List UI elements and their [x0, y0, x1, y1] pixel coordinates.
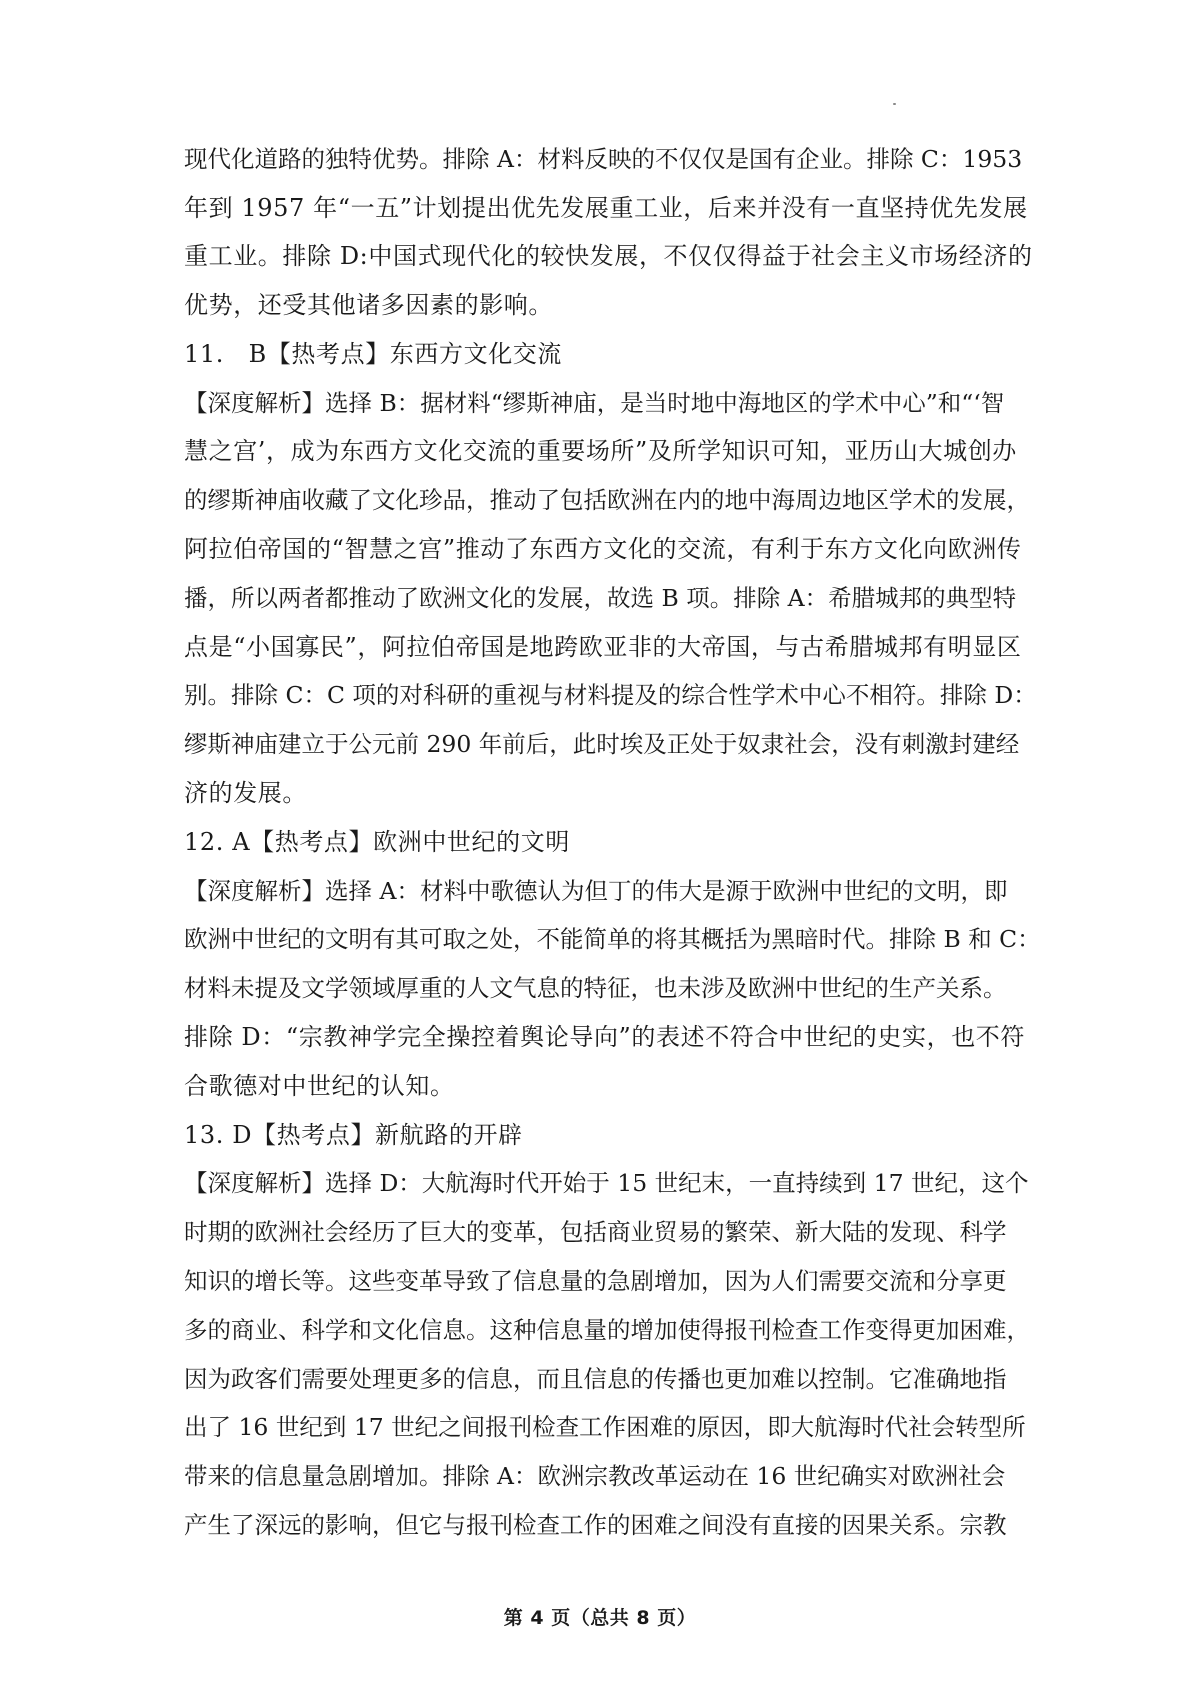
text-line: 阿拉伯帝国的“智慧之宫”推动了东西方文化的交流，有利于东方文化向欧洲传: [184, 535, 1022, 563]
text-line: 【深度解析】选择 D：大航海时代开始于 15 世纪末，一直持续到 17 世纪，这个: [184, 1169, 1029, 1197]
text-line: 材料未提及文学领域厚重的人文气息的特征，也未涉及欧洲中世纪的生产关系。: [184, 974, 1007, 1002]
text-line: 缪斯神庙建立于公元前 290 年前后，此时埃及正处于奴隶社会，没有刺激封建经: [184, 730, 1020, 758]
text-line: 播，所以两者都推动了欧洲文化的发展，故选 B 项。排除 A：希腊城邦的典型特: [184, 584, 1017, 612]
text-line: 产生了深远的影响，但它与报刊检查工作的困难之间没有直接的因果关系。宗教: [184, 1511, 1007, 1539]
text-line: 慧之宫’，成为东西方文化交流的重要场所”及所学知识可知，亚历山大城创办: [184, 437, 1017, 465]
text-line: 合歌德对中世纪的认知。: [184, 1072, 455, 1100]
text-line: 因为政客们需要处理更多的信息，而且信息的传播也更加难以控制。它准确地指: [184, 1365, 1007, 1393]
text-line: 欧洲中世纪的文明有其可取之处，不能简单的将其概括为黑暗时代。排除 B 和 C：: [184, 925, 1041, 953]
text-line: 点是“小国寡民”，阿拉伯帝国是地跨欧亚非的大帝国，与古希腊城邦有明显区: [184, 633, 1022, 661]
page-footer: 第 4 页（总共 8 页）: [503, 1607, 697, 1629]
question-heading: 13. D【热考点】新航路的开辟: [184, 1121, 523, 1149]
text-line: 济的发展。: [184, 779, 307, 807]
text-line: 时期的欧洲社会经历了巨大的变革，包括商业贸易的繁荣、新大陆的发现、科学: [184, 1218, 1007, 1246]
text-line: 重工业。排除 D:中国式现代化的较快发展，不仅仅得益于社会主义市场经济的: [184, 242, 1033, 270]
text-line: 【深度解析】选择 B：据材料“缪斯神庙，是当时地中海地区的学术中心”和“‘智: [184, 389, 1005, 417]
text-line: 排除 D：“宗教神学完全操控着舆论导向”的表述不符合中世纪的史实，也不符: [184, 1023, 1026, 1051]
text-line: 出了 16 世纪到 17 世纪之间报刊检查工作困难的原因，即大航海时代社会转型所: [184, 1413, 1026, 1441]
scan-speck: [893, 103, 896, 105]
text-line: 的缪斯神庙收藏了文化珍品，推动了包括欧洲在内的地中海周边地区学术的发展，: [184, 486, 1030, 514]
text-line: 别。排除 C：C 项的对科研的重视与材料提及的综合性学术中心不相符。排除 D：: [184, 681, 1037, 709]
text-line: 知识的增长等。这些变革导致了信息量的急剧增加，因为人们需要交流和分享更: [184, 1267, 1007, 1295]
question-heading: 12. A【热考点】欧洲中世纪的文明: [184, 828, 570, 856]
question-heading: 11. B【热考点】东西方文化交流: [184, 340, 563, 368]
text-line: 现代化道路的独特优势。排除 A：材料反映的不仅仅是国有企业。排除 C：1953: [184, 145, 1023, 173]
text-line: 年到 1957 年“一五”计划提出优先发展重工业，后来并没有一直坚持优先发展: [184, 194, 1028, 222]
text-line: 多的商业、科学和文化信息。这种信息量的增加使得报刊检查工作变得更加困难，: [184, 1316, 1030, 1344]
text-line: 带来的信息量急剧增加。排除 A：欧洲宗教改革运动在 16 世纪确实对欧洲社会: [184, 1462, 1006, 1490]
text-line: 【深度解析】选择 A：材料中歌德认为但丁的伟大是源于欧洲中世纪的文明，即: [184, 877, 1008, 905]
text-line: 优势，还受其他诸多因素的影响。: [184, 291, 553, 319]
